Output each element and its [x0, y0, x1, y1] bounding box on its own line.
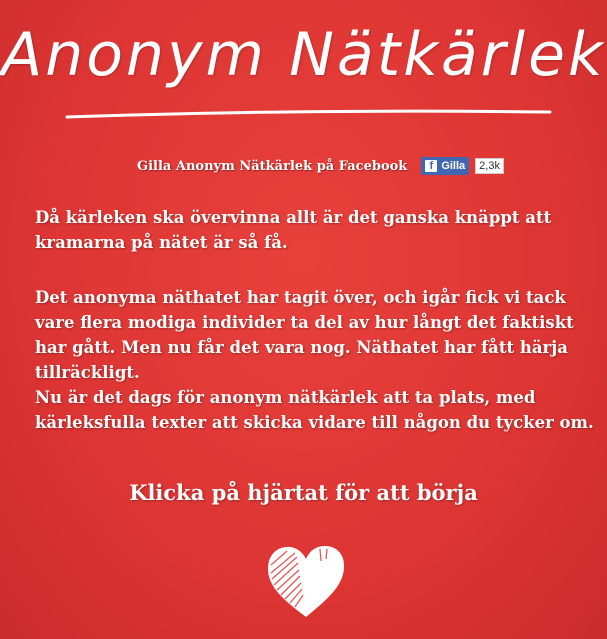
logo: Anonym Nätkärlek [1, 20, 606, 90]
intro-paragraph-2: Det anonyma näthatet har tagit över, och igår fick vi tack vare flera modiga individer ta del av hur långt det faktiskt har gått. Men nu får det vara nog. Näthatet har fått härja tillräckligt. [35, 288, 574, 382]
intro-paragraph-3: Nu är det dags för anonym nätkärlek att ta plats, med kärleksfulla texter att skicka vidare till någon du tycker om. [35, 388, 594, 432]
logo-underline [65, 108, 552, 120]
intro-paragraph-1: Då kärleken ska övervinna allt är det ganska knäppt att kramarna på nätet är så få. [35, 208, 552, 252]
facebook-like-row [137, 157, 504, 175]
facebook-icon: f [425, 160, 437, 172]
facebook-like-count: 2,3k [475, 158, 504, 174]
facebook-like-label: Gilla Anonym Nätkärlek på Facebook [137, 158, 408, 174]
call-to-action: Klicka på hjärtat för att börja [129, 480, 478, 505]
facebook-like-button-label: Gilla [441, 160, 466, 172]
heart-start-button[interactable] [265, 543, 347, 619]
facebook-like-button[interactable] [421, 157, 469, 175]
